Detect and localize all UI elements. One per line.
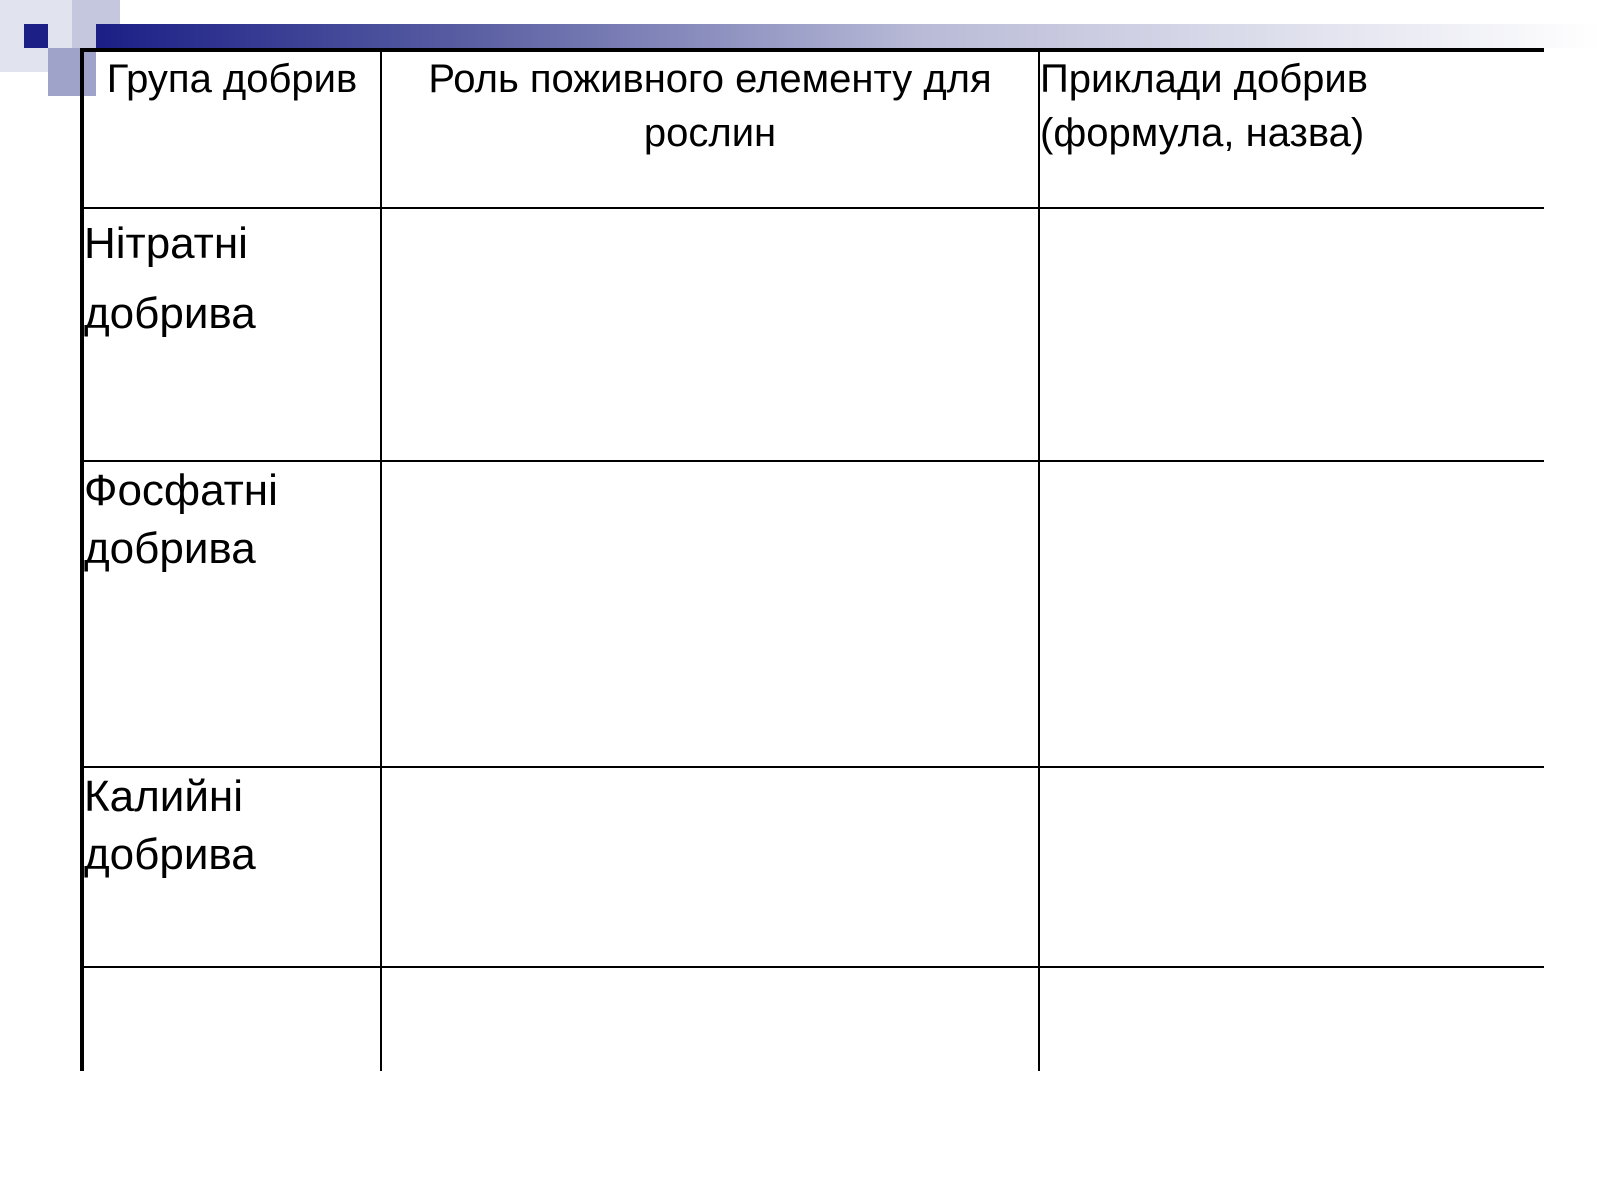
table-row <box>82 967 1544 1071</box>
examples-cell[interactable] <box>1039 967 1544 1071</box>
group-cell: Фосфатні добрива <box>82 461 381 767</box>
table-header-row <box>82 50 1544 208</box>
table-row <box>82 767 1544 967</box>
role-cell[interactable] <box>381 461 1039 767</box>
table-row <box>82 208 1544 461</box>
fertilizer-table <box>80 48 1544 1071</box>
decor-square-dark <box>24 24 48 48</box>
group-cell[interactable] <box>82 967 381 1071</box>
fertilizer-table-container <box>80 48 1544 1071</box>
role-cell[interactable] <box>381 767 1039 967</box>
header-group: Група добрив <box>82 50 381 208</box>
role-cell[interactable] <box>381 967 1039 1071</box>
role-cell[interactable] <box>381 208 1039 461</box>
examples-cell[interactable] <box>1039 767 1544 967</box>
header-examples: Приклади добрив (формула, назва) <box>1039 50 1544 208</box>
table-row <box>82 461 1544 767</box>
examples-cell[interactable] <box>1039 461 1544 767</box>
examples-cell[interactable] <box>1039 208 1544 461</box>
header-role: Роль поживного елементу для рослин <box>381 50 1039 208</box>
title-gradient-bar <box>96 24 1600 48</box>
group-cell: Нітратні добрива <box>82 208 381 461</box>
group-cell: Калийні добрива <box>82 767 381 967</box>
